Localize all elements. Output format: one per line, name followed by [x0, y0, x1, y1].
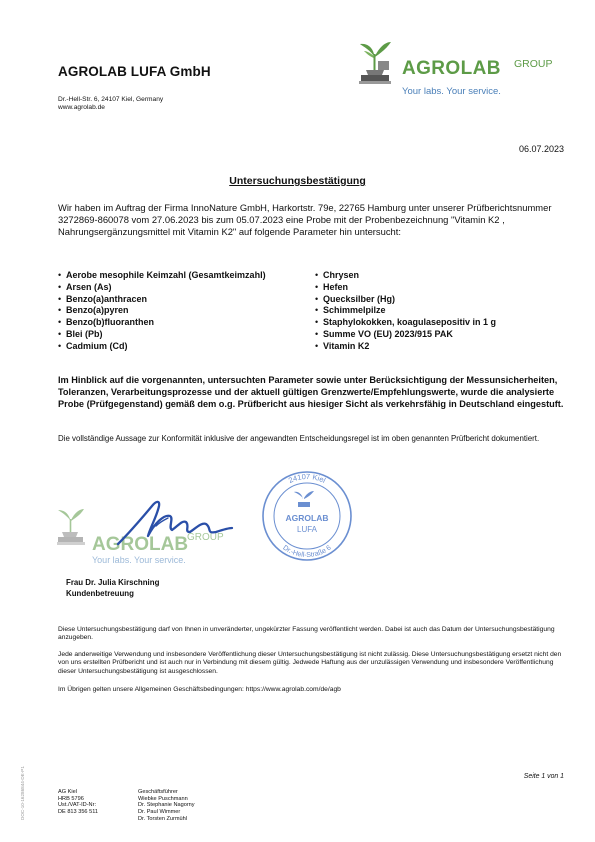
footer-line: Dr. Stephanie Nagorny [138, 802, 195, 809]
logo-group-label: GROUP [514, 58, 553, 70]
parameter-item: • Cadmium (Cd) [58, 341, 266, 353]
parameter-item: • Quecksilber (Hg) [315, 294, 496, 306]
parameter-list-left [58, 270, 266, 353]
footer-management [138, 789, 195, 823]
parameter-item: • Benzo(a)pyren [58, 305, 266, 317]
parameter-item: • Chrysen [315, 270, 496, 282]
document-code: DOC-10-16286844-DE-P1 [20, 766, 25, 820]
logo-wordmark: AGROLAB [402, 58, 501, 79]
conformity-statement: Die vollständige Aussage zur Konformität inklusive der angewandten Entscheidungsregel ist im oben genannten Prüfbericht dokumentiert. [58, 434, 540, 443]
footer-line: HRB 5796 [58, 795, 84, 802]
signer-name: Frau Dr. Julia Kirschning [66, 578, 160, 587]
faded-logo-word: AGROLAB [92, 534, 189, 555]
stamp-top-text: 24107 Kiel [287, 471, 328, 485]
parameter-item: • Hefen [315, 282, 496, 294]
company-address [58, 96, 163, 112]
usage-note: Diese Untersuchungsbestätigung darf von Ihnen in unveränderter, ungekürzter Fassung veröffentlicht werden. Dabei ist auch das Datum der Untersuchungsbestätigung anzugeben. [58, 626, 555, 642]
parameter-item: • Vitamin K2 [315, 341, 496, 353]
page-number: Seite 1 von 1 [523, 773, 564, 780]
stamp-center-line2: LUFA [296, 525, 318, 534]
footer-registration [58, 789, 98, 816]
logo-tagline: Your labs. Your service. [402, 86, 501, 97]
document-date: 06.07.2023 [518, 144, 564, 154]
terms-note: Im Übrigen gelten unsere Allgemeinen Geschäftsbedingungen: https://www.agrolab.com/de/agb [58, 686, 341, 693]
footer-line: Wiebke Puschmann [138, 795, 188, 802]
conclusion-paragraph: Im Hinblick auf die vorgenannten, untersuchten Parameter sowie unter Berücksichtigung der Messunsicherheiten, Toleranzen, Verarbeitungsprozesse und der aktuell gültigen Grenzwerte/Empfehlungswerte, wurde die analysierte Probe (Prüfgegenstand) gemäß dem o.g. Prüfbericht aus hiesiger Sicht als verkehrsfähig in Deutschland eingestuft. [58, 375, 564, 409]
intro-paragraph: Wir haben im Auftrag der Firma InnoNature GmbH, Harkortstr. 79e, 22765 Hamburg unter unserer Prüfberichtsnummer 3272869-860078 vom 27.06.2023 bis zum 05.07.2023 eine Probe mit der Probenbezeichnung "Vitamin K2 , Nahrungsergänzungsmittel mit Vitamin K2" auf folgende Parameter hin untersucht: [58, 202, 552, 238]
parameter-item: • Benzo(a)anthracen [58, 294, 266, 306]
faded-agrolab-mark-icon [57, 509, 224, 565]
parameter-item: • Arsen (As) [58, 282, 266, 294]
address-line: Dr.-Hell-Str. 6, 24107 Kiel, Germany [58, 96, 164, 103]
liability-note: Jede anderweitige Verwendung und insbesondere Veröffentlichung dieser Untersuchungsbestätigung ist nicht zulässig. Diese Untersuchungsbestätigung ersetzt nicht den von uns erstellten Prüfbericht und ist auch nur in Verbindung mit diesem gültig. Jedwede Haftung aus der unzulässigen Verwendung und insbesondere Veröffentlichung dieser Untersuchungsbestätigung ist ausgeschlossen. [58, 651, 562, 675]
parameter-item: • Staphylokokken, koagulasepositiv in 1 g [315, 317, 496, 329]
parameter-item: • Summe VO (EU) 2023/915 PAK [315, 329, 496, 341]
signature-block [56, 470, 386, 582]
stamp-center-line1: AGROLAB [285, 513, 329, 523]
footer-line: Dr. Paul Wimmer [138, 809, 181, 816]
footer-line: Ust./VAT-ID-Nr: [58, 802, 97, 809]
signer-role: Kundenbetreuung [66, 589, 134, 598]
faded-logo-group: GROUP [187, 532, 224, 543]
company-name: AGROLAB LUFA GmbH [58, 64, 211, 79]
faded-logo-tagline: Your labs. Your service. [92, 555, 186, 565]
parameter-list-right [315, 270, 496, 353]
official-stamp-icon [263, 472, 351, 560]
document-title: Untersuchungsbestätigung [229, 175, 366, 187]
signer-block [66, 577, 159, 599]
parameter-item: • Schimmelpilze [315, 305, 496, 317]
stamp-bottom-text: Dr.-Hell-Straße 6 [281, 544, 333, 560]
footer-line: Dr. Torsten Zurmühl [138, 815, 188, 822]
parameter-item: • Aerobe mesophile Keimzahl (Gesamtkeimzahl) [58, 270, 266, 282]
website-link[interactable]: www.agrolab.de [58, 104, 105, 111]
footer-line: DE 813 356 511 [58, 809, 99, 816]
parameter-item: • Benzo(b)fluoranthen [58, 317, 266, 329]
parameter-item: • Blei (Pb) [58, 329, 266, 341]
footer-line: Geschäftsführer [138, 789, 178, 795]
footer-line: AG Kiel [58, 789, 77, 795]
